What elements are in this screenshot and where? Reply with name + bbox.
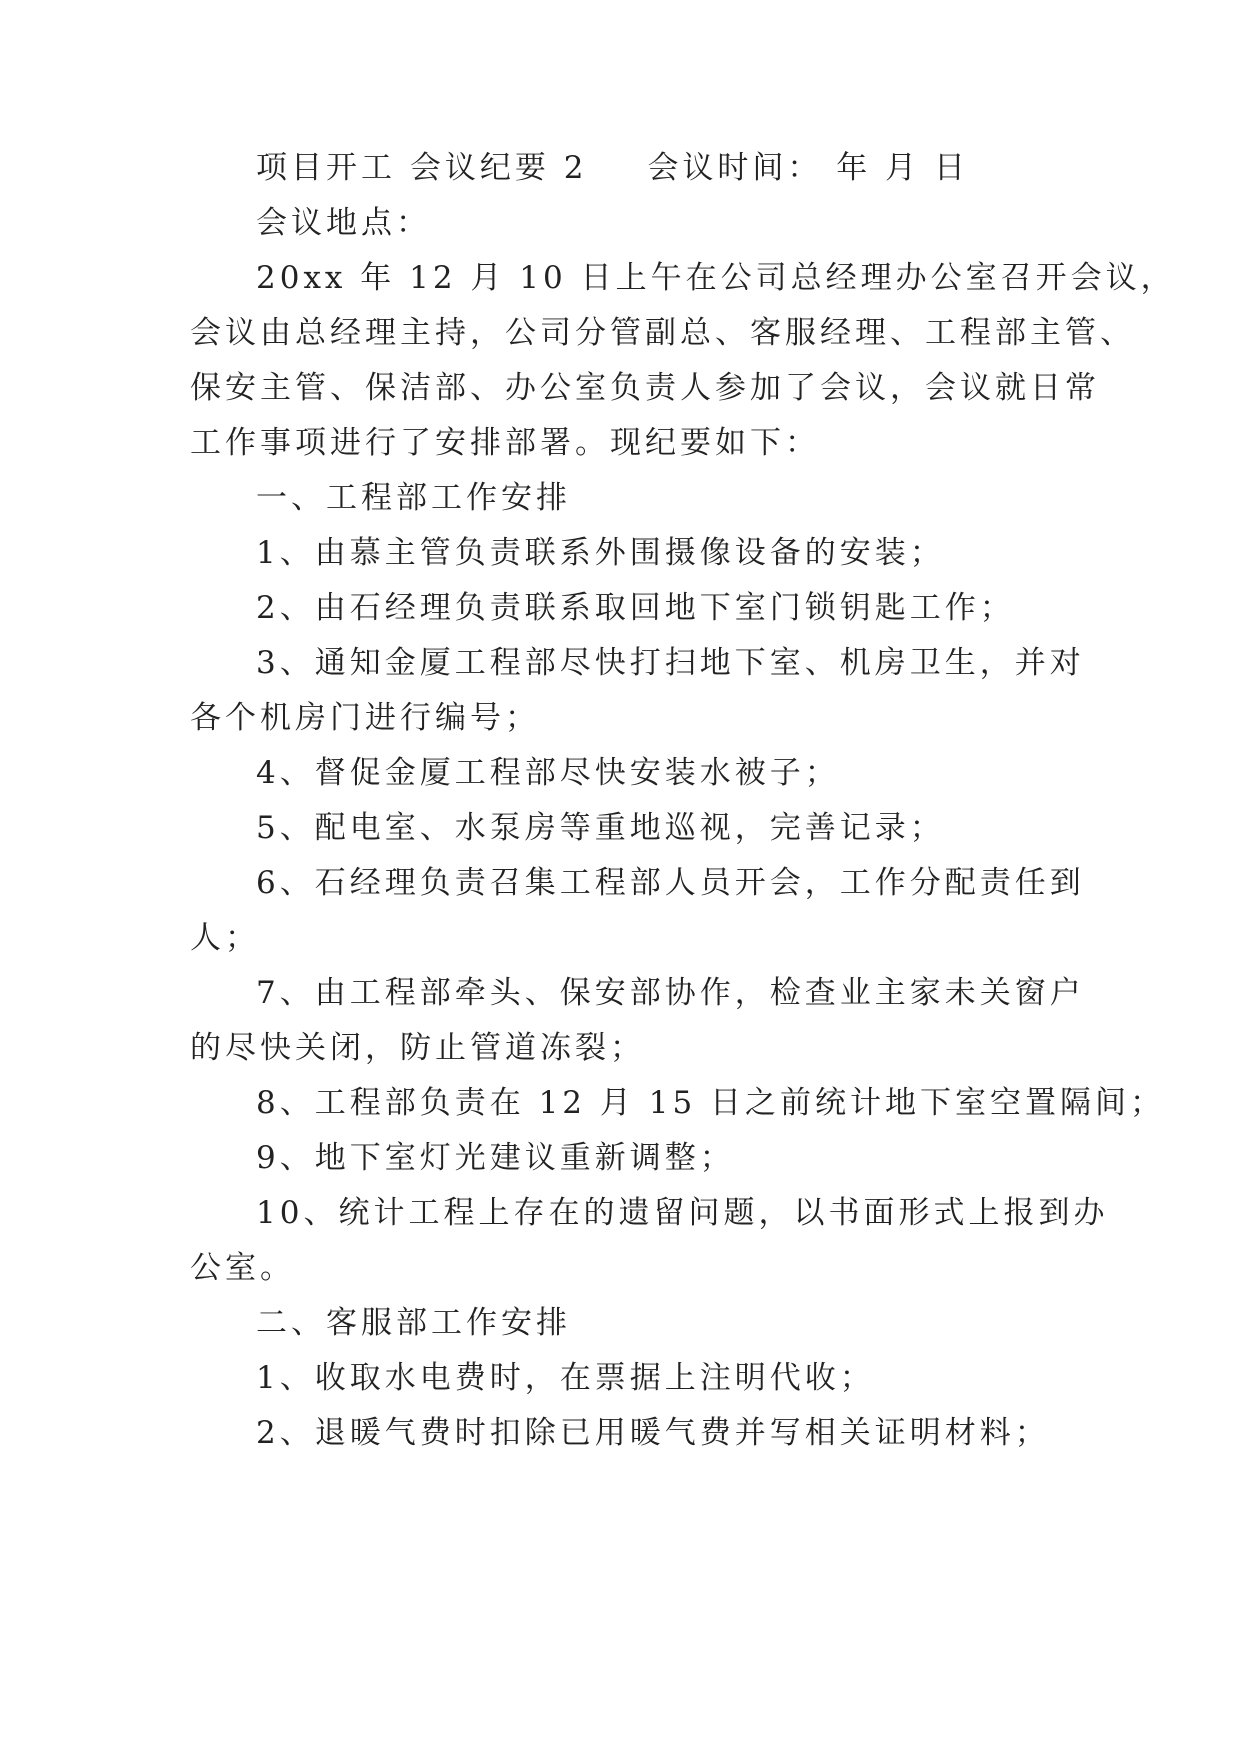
title-line bbox=[256, 148, 969, 188]
intro-line: 会议由总经理主持，公司分管副总、客服经理、工程部主管、 bbox=[190, 315, 1135, 351]
intro-line: 保安主管、保洁部、办公室负责人参加了会议，会议就日常 bbox=[190, 370, 1100, 406]
list-item: 6、石经理负责召集工程部人员开会，工作分配责任到 bbox=[256, 865, 1085, 901]
section-heading-customer-service: 二、客服部工作安排 bbox=[256, 1305, 571, 1341]
list-item: 5、配电室、水泵房等重地巡视，完善记录； bbox=[256, 810, 945, 846]
list-item-continuation: 的尽快关闭，防止管道冻裂； bbox=[190, 1030, 645, 1066]
list-item: 10、统计工程上存在的遗留问题，以书面形式上报到办 bbox=[256, 1195, 1109, 1231]
list-item-continuation: 人； bbox=[190, 920, 260, 956]
section-heading-engineering: 一、工程部工作安排 bbox=[256, 480, 571, 516]
meeting-time: 会议时间： 年 月 日 bbox=[647, 150, 969, 186]
list-item: 1、由慕主管负责联系外围摄像设备的安装； bbox=[256, 535, 945, 571]
list-item: 4、督促金厦工程部尽快安装水被子； bbox=[256, 755, 840, 791]
list-item-continuation: 公室。 bbox=[190, 1250, 295, 1286]
list-item-continuation: 各个机房门进行编号； bbox=[190, 700, 540, 736]
intro-line: 工作事项进行了安排部署。现纪要如下： bbox=[190, 425, 820, 461]
list-item: 9、地下室灯光建议重新调整； bbox=[256, 1140, 735, 1176]
intro-line: 20xx 年 12 月 10 日上午在公司总经理办公室召开会议， bbox=[256, 260, 1176, 296]
list-item: 7、由工程部牵头、保安部协作，检查业主家未关窗户 bbox=[256, 975, 1085, 1011]
list-item: 8、工程部负责在 12 月 15 日之前统计地下室空置隔间； bbox=[256, 1085, 1166, 1121]
list-item: 2、由石经理负责联系取回地下室门锁钥匙工作； bbox=[256, 590, 1015, 626]
meeting-location: 会议地点： bbox=[256, 205, 431, 241]
list-item: 1、收取水电费时，在票据上注明代收； bbox=[256, 1360, 875, 1396]
list-item: 3、通知金厦工程部尽快打扫地下室、机房卫生，并对 bbox=[256, 645, 1085, 681]
list-item: 2、退暖气费时扣除已用暖气费并写相关证明材料； bbox=[256, 1415, 1050, 1451]
document-title: 项目开工 会议纪要 2 bbox=[256, 150, 588, 186]
